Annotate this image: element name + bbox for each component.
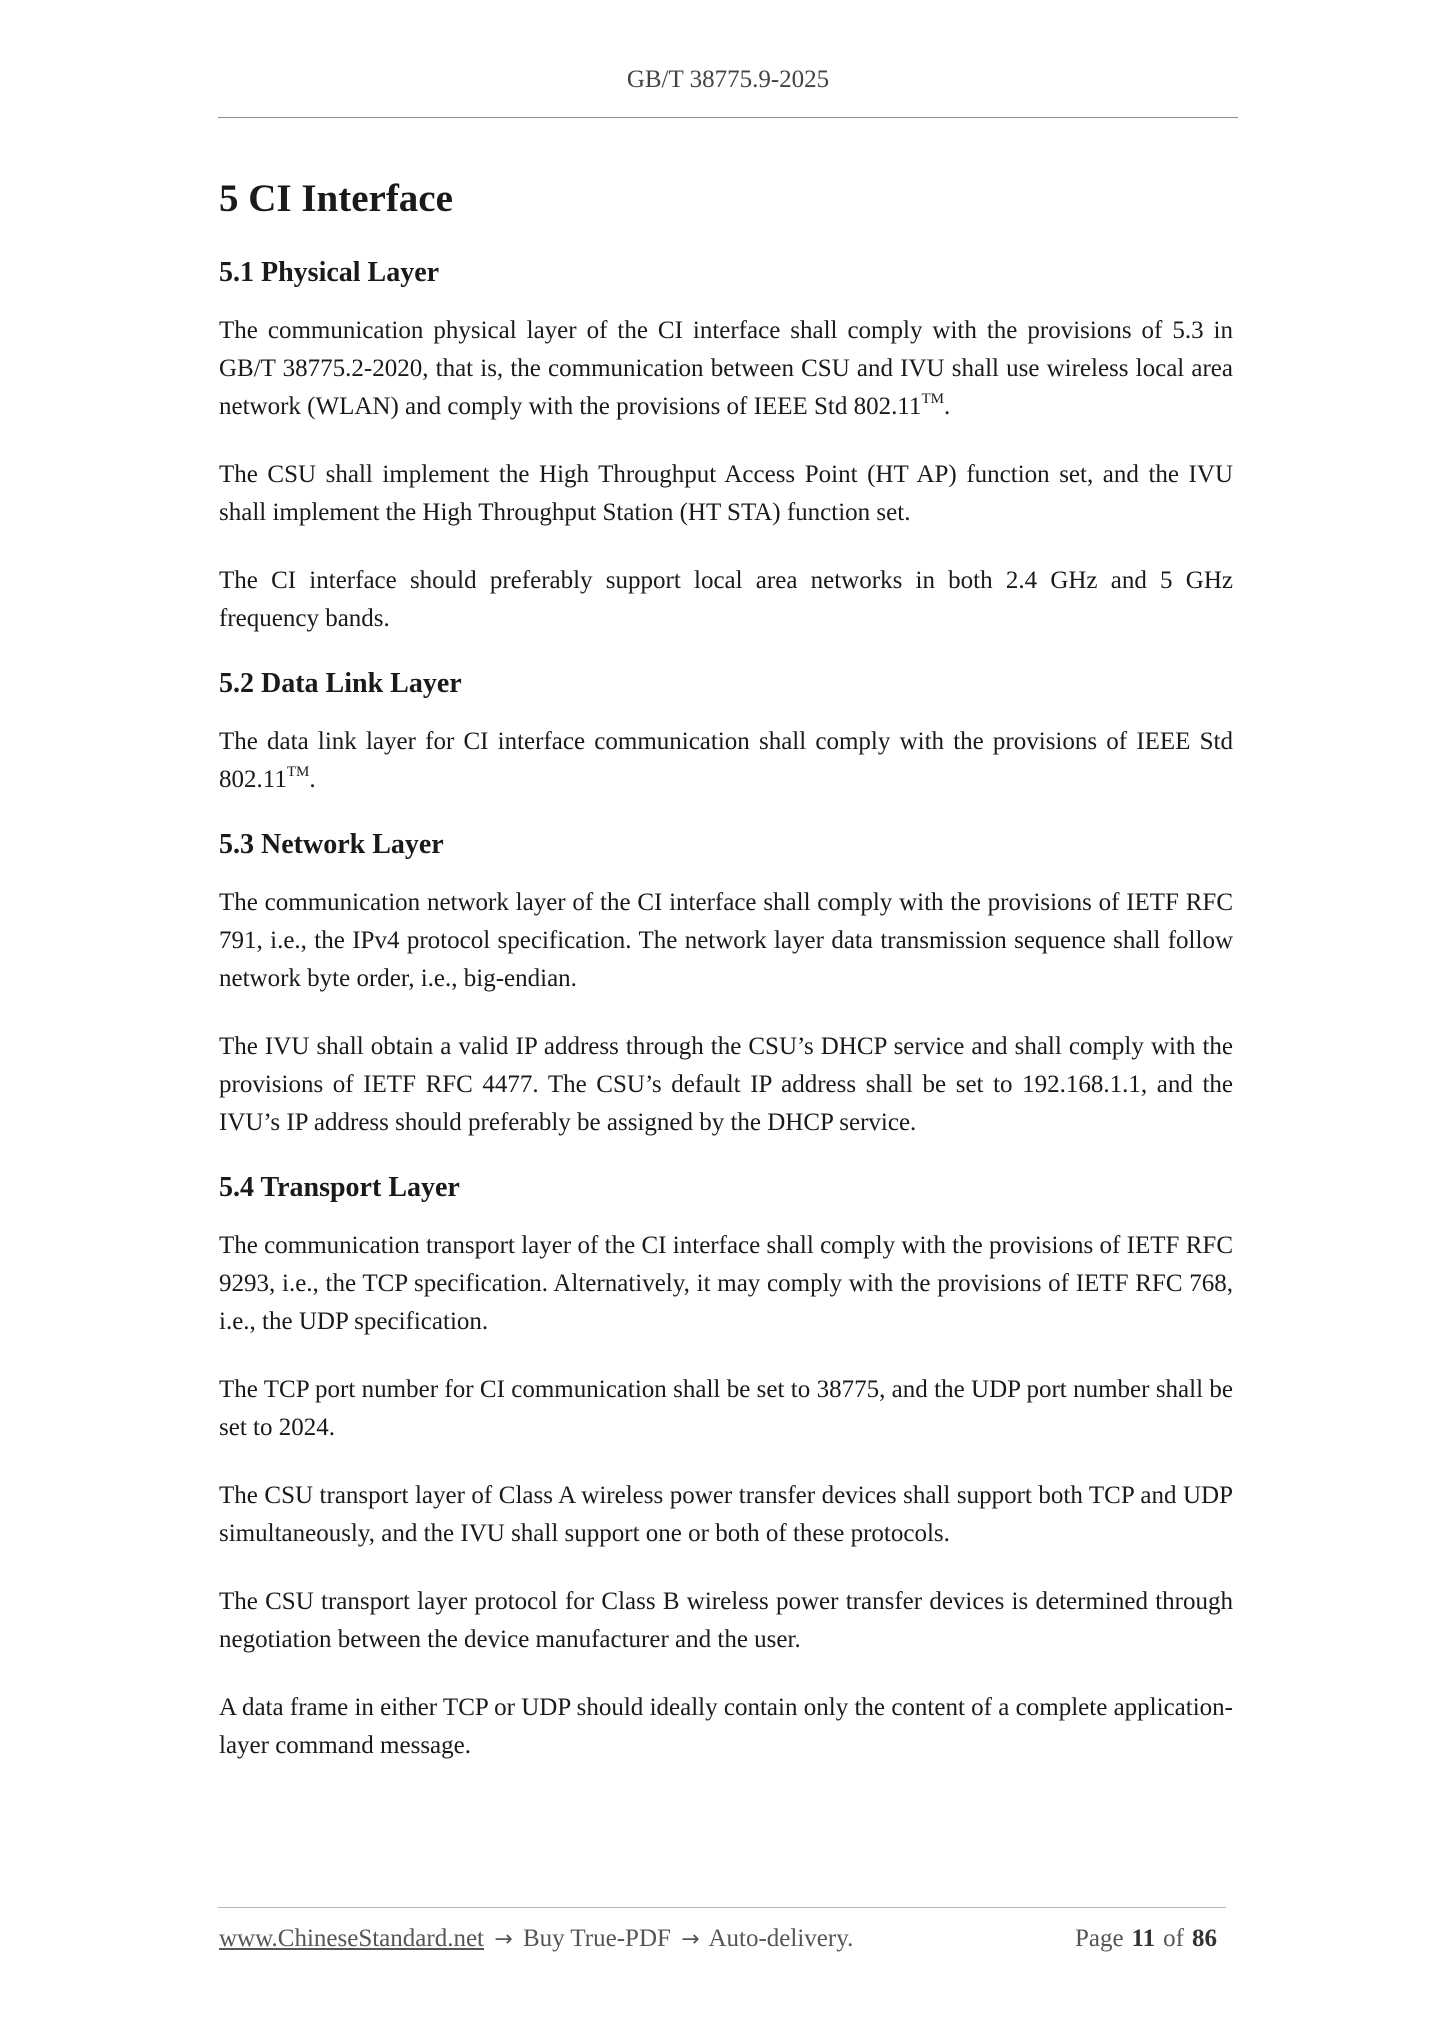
footer-promo bbox=[219, 1925, 853, 1953]
running-header: GB/T 38775.9-2025 bbox=[626, 66, 830, 93]
paragraph: The CSU transport layer of Class A wireless power transfer devices shall support both TCP and UDP simultaneously, and the IVU shall support one or both of these protocols. bbox=[219, 1481, 1233, 1547]
paragraph: The communication network layer of the CI interface shall comply with the provisions of IETF RFC 791, i.e., the IPv4 protocol specification. The network layer data transmission sequence shall follow network byte order, i.e., big-endian. bbox=[219, 888, 1233, 992]
subsection-heading-5-3: 5.3 Network Layer bbox=[219, 828, 444, 860]
paragraph: The communication transport layer of the CI interface shall comply with the provisions of IETF RFC 9293, i.e., the TCP specification. Alternatively, it may comply with the provisions of IETF RFC 768, i.e., the UDP specification. bbox=[219, 1231, 1233, 1335]
paragraph: A data frame in either TCP or UDP should ideally contain only the content of a complete application-layer command message. bbox=[219, 1693, 1233, 1759]
buy-true-pdf-text: Buy True-PDF bbox=[522, 1925, 671, 1952]
arrow-right-icon: → bbox=[494, 1927, 513, 1952]
arrow-right-icon: → bbox=[681, 1927, 700, 1952]
header-divider bbox=[218, 117, 1238, 118]
paragraph: The CSU transport layer protocol for Class B wireless power transfer devices is determined through negotiation between the device manufacturer and the user. bbox=[219, 1587, 1233, 1653]
section-title: 5 CI Interface bbox=[219, 177, 453, 220]
total-pages: 86 bbox=[1192, 1925, 1217, 1952]
paragraph: The CI interface should preferably support local area networks in both 2.4 GHz and 5 GHz frequency bands. bbox=[219, 566, 1233, 632]
page-number: 11 bbox=[1131, 1925, 1156, 1952]
page-counter bbox=[1075, 1925, 1225, 1953]
trademark-superscript: TM bbox=[921, 390, 944, 407]
paragraph: The communication physical layer of the CI interface shall comply with the provisions of 5.3 in GB/T 38775.2-2020, that is, the communication between CSU and IVU shall use wireless local area network (WLAN) and comply with the provisions of IEEE Std 802.11™. bbox=[219, 316, 1233, 420]
auto-delivery-text: Auto-delivery. bbox=[708, 1925, 854, 1952]
paragraph: The TCP port number for CI communication shall be set to 38775, and the UDP port number shall be set to 2024. bbox=[219, 1375, 1233, 1441]
of-label: of bbox=[1163, 1925, 1184, 1952]
trademark-superscript: TM bbox=[286, 763, 310, 780]
subsection-heading-5-1: 5.1 Physical Layer bbox=[219, 256, 440, 288]
paragraph: The IVU shall obtain a valid IP address through the CSU’s DHCP service and shall comply with the provisions of IETF RFC 4477. The CSU’s default IP address shall be set to 192.168.1.1, and the IVU’s IP address should preferably be assigned by the DHCP service. bbox=[219, 1032, 1233, 1136]
footer-divider bbox=[218, 1907, 1226, 1908]
subsection-heading-5-2: 5.2 Data Link Layer bbox=[219, 667, 462, 699]
paragraph: The data link layer for CI interface communication shall comply with the provisions of IEEE Std 802.11™. bbox=[219, 727, 1233, 793]
site-link[interactable]: www.ChineseStandard.net bbox=[219, 1925, 484, 1952]
subsection-heading-5-4: 5.4 Transport Layer bbox=[219, 1171, 460, 1203]
page-label: Page bbox=[1074, 1925, 1124, 1952]
paragraph: The CSU shall implement the High Throughput Access Point (HT AP) function set, and the IVU shall implement the High Throughput Station (HT STA) function set. bbox=[219, 460, 1233, 526]
page-content bbox=[219, 170, 1233, 1795]
